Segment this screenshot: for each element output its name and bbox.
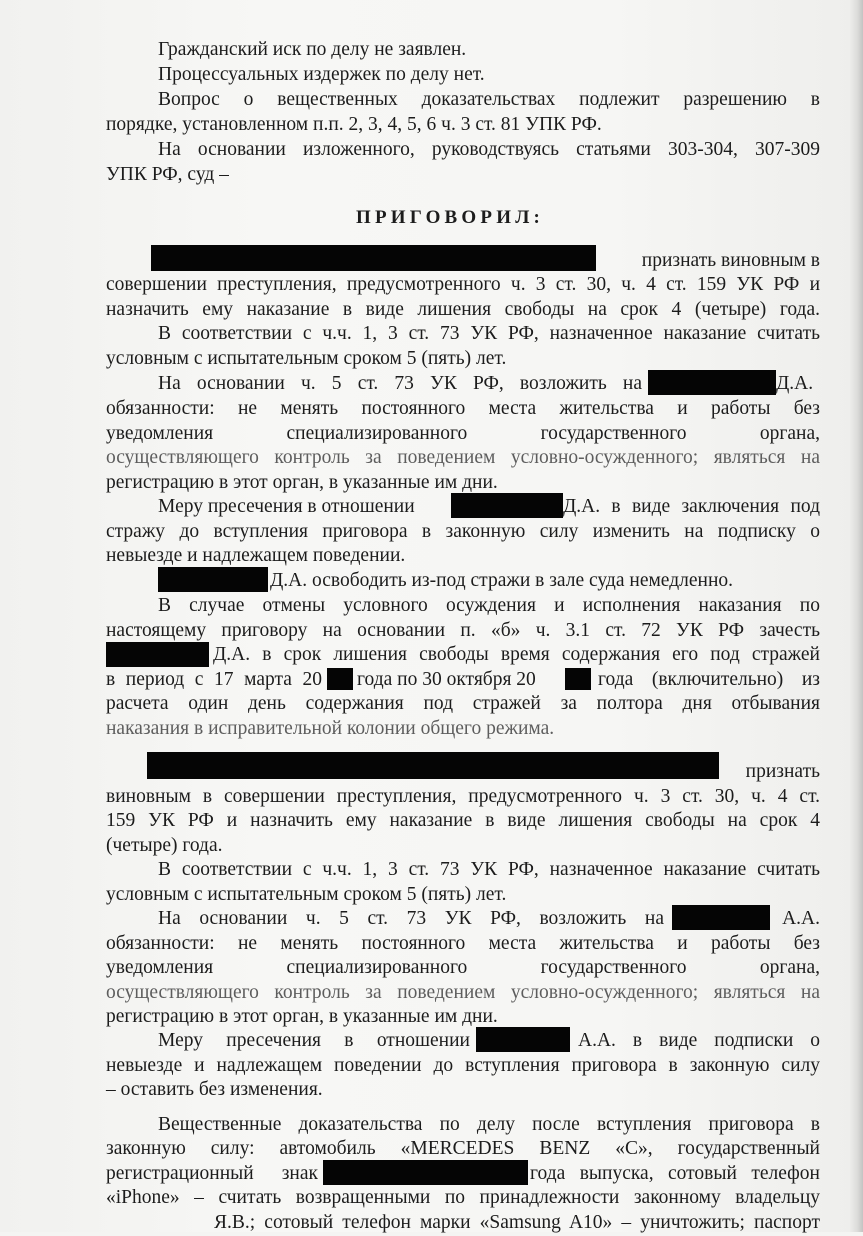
verdict-title: ПРИГОВОРИЛ: [356, 207, 545, 228]
text-line: Д.А. [776, 373, 814, 394]
text-line: А.А. [782, 908, 820, 929]
text-line: В соответствии с ч.ч. 1, 3 ст. 73 УК РФ, назначенное наказание считать [158, 323, 820, 344]
text-line: признать [745, 761, 820, 782]
text-line: виновным в совершении преступления, предусмотренного ч. 3 ст. 30, ч. 4 ст. [106, 786, 820, 807]
text-line: Д.А. в срок лишения свободы время содержания его под стражей [213, 644, 820, 665]
text-line: года (включительно) из [598, 669, 820, 690]
text-line: Меру пресечения в отношении [158, 1030, 470, 1051]
text-line: – оставить без изменения. [106, 1079, 323, 1100]
text-line: Вещественные доказательства по делу после вступления приговора в [158, 1114, 820, 1135]
text-line: совершении преступления, предусмотренного ч. 3 ст. 30, ч. 4 ст. 159 УК РФ и [106, 274, 820, 295]
text-line: «iPhone» – считать возвращенными по принадлежности законному владельцу [106, 1187, 820, 1208]
text-line: расчета один день содержания под стражей за полтора дня отбывания [106, 693, 820, 714]
text-line: Меру пресечения в отношении [158, 496, 415, 517]
text-line: признать виновным в [641, 250, 820, 271]
text-line: УПК РФ, суд – [106, 164, 229, 185]
redaction-bar [151, 245, 596, 271]
text-line: в период с 17 марта 20 [106, 669, 322, 690]
text-line: невыезде и надлежащем поведении до вступления приговора в законную силу [106, 1055, 820, 1076]
text-line: регистрацию в этот орган, в указанные им дни. [106, 472, 498, 493]
text-line: На основании ч. 5 ст. 73 УК РФ, возложить на [158, 373, 642, 394]
text-line: Д.А. освободить из-под стражи в зале суда немедленно. [270, 570, 734, 591]
redaction-bar [451, 493, 563, 518]
text-line: наказания в исправительной колонии общего режима. [106, 718, 555, 739]
text-line: настоящему приговору на основании п. «б» ч. 3.1 ст. 72 УК РФ зачесть [106, 620, 820, 641]
text-line: В соответствии с ч.ч. 1, 3 ст. 73 УК РФ, назначенное наказание считать [158, 859, 820, 880]
redaction-bar [147, 752, 719, 779]
text-line: обязанности: не менять постоянного места жительства и работы без [106, 398, 820, 419]
text-line: порядке, установленном п.п. 2, 3, 4, 5, 6 ч. 3 ст. 81 УПК РФ. [106, 114, 602, 135]
text-line: уведомления специализированного государственного органа, [106, 957, 820, 978]
text-line: осуществляющего контроль за поведением условно-осужденного; являться на [106, 447, 820, 468]
text-line: На основании изложенного, руководствуясь статьями 303-304, 307-309 [158, 139, 820, 160]
redaction-bar [565, 668, 591, 690]
text-line: стражу до вступления приговора в законную силу изменить на подписку о [106, 521, 820, 542]
text-line: 159 УК РФ и назначить ему наказание в виде лишения свободы на срок 4 [106, 810, 820, 831]
redaction-bar [327, 668, 353, 690]
text-line: назначить ему наказание в виде лишения свободы на срок 4 (четыре) года. [106, 299, 820, 320]
text-line: регистрацию в этот орган, в указанные им дни. [106, 1006, 498, 1027]
text-line: (четыре) года. [106, 835, 223, 856]
text-line: Процессуальных издержек по делу нет. [158, 64, 485, 85]
text-line: Я.В.; сотовый телефон марки «Samsung A10» – уничтожить; паспорт [214, 1212, 820, 1233]
redaction-bar [323, 1160, 528, 1185]
redaction-bar [476, 1027, 570, 1052]
redaction-bar [106, 642, 209, 667]
text-line: А.А. в виде подписки о [578, 1030, 820, 1051]
redaction-bar [158, 567, 268, 592]
text-line: В случае отмены условного осуждения и исполнения наказания по [158, 595, 820, 616]
text-line: года выпуска, сотовый телефон [530, 1163, 820, 1184]
text-line: регистрационный знак [106, 1163, 318, 1184]
page-edge-shadow [849, 0, 863, 1232]
text-line: Д.А. в виде заключения под [563, 496, 820, 517]
text-line: условным с испытательным сроком 5 (пять) лет. [106, 884, 507, 905]
text-line: законную силу: автомобиль «MERCEDES BENZ «С», государственный [106, 1138, 820, 1159]
redaction-bar [648, 370, 776, 395]
text-line: условным с испытательным сроком 5 (пять) лет. [106, 348, 507, 369]
text-line: обязанности: не менять постоянного места жительства и работы без [106, 933, 820, 954]
text-line: На основании ч. 5 ст. 73 УК РФ, возложить на [158, 908, 664, 929]
text-line: невыезде и надлежащем поведении. [106, 545, 406, 566]
redaction-bar [672, 905, 770, 930]
text-line: Гражданский иск по делу не заявлен. [158, 39, 467, 60]
text-line: уведомления специализированного государственного органа, [106, 423, 820, 444]
text-line: осуществляющего контроль за поведением условно-осужденного; являться на [106, 982, 820, 1003]
text-line: Вопрос о вещественных доказательствах подлежит разрешению в [158, 89, 820, 110]
text-line: года по 30 октября 20 [357, 669, 536, 690]
